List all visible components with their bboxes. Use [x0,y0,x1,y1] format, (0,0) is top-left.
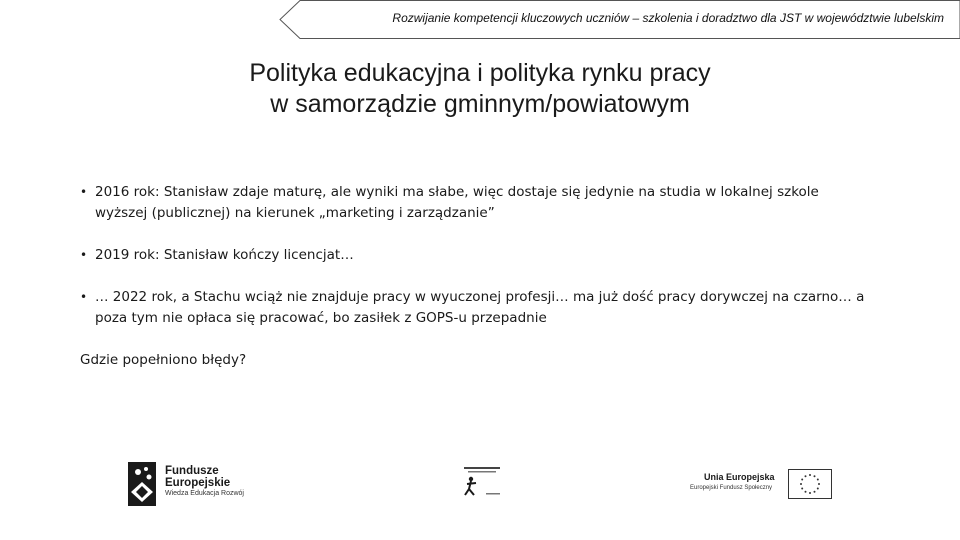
bullet-item [80,245,920,266]
bullet-item [80,182,920,224]
unia-europejska-logo [688,467,833,501]
fe-name [165,465,230,489]
bullet-text-line: wyższej (publicznej) na kierunek „marketing i zarządzanie” [95,205,495,221]
header-text: Rozwijanie kompetencji kluczowych uczniów – szkolenia i doradztwo dla JST w województwie lubelskim [392,11,944,25]
bullet-text-line: poza tym nie opłaca się pracować, bo zasiłek z GOPS-u przepadnie [95,310,547,326]
regional-logo [460,463,504,503]
page-title [0,58,960,120]
fe-name-line-1: Fundusze [165,465,219,477]
fundusze-europejskie-icon [128,462,156,506]
eu-flag-icon [788,469,832,499]
fundusze-europejskie-logo [128,459,308,509]
ue-fund-name: Europejski Fundusz Społeczny [690,485,773,491]
bullet-text-line: • 2016 rok: Stanisław zdaje maturę, ale wyniki ma słabe, więc dostaje się jedynie na studia w lokalnej szkole [95,184,819,200]
page-title-line-1: Polityka edukacyjna i polityka rynku pracy [249,59,711,87]
fe-name-line-2: Europejskie [165,477,231,489]
bullet-text-line: • 2019 rok: Stanisław kończy licencjat… [95,247,354,263]
content-body [80,182,920,371]
bullet-text-line: • … 2022 rok, a Stachu wciąż nie znajduje pracy w wyuczonej profesji… ma już dość pracy dorywczej na czarno… a [95,289,865,305]
page-title-line-2: w samorządzie gminnym/powiatowym [270,90,690,118]
question-text: Gdzie popełniono błędy? [80,352,247,368]
regional-logo-icon [460,463,504,503]
ue-name: Unia Europejska [704,472,775,482]
bullet-item [80,287,920,329]
footer-logos [0,455,960,515]
fe-program-name: Wiedza Edukacja Rozwój [165,490,244,497]
header-banner [278,0,960,40]
